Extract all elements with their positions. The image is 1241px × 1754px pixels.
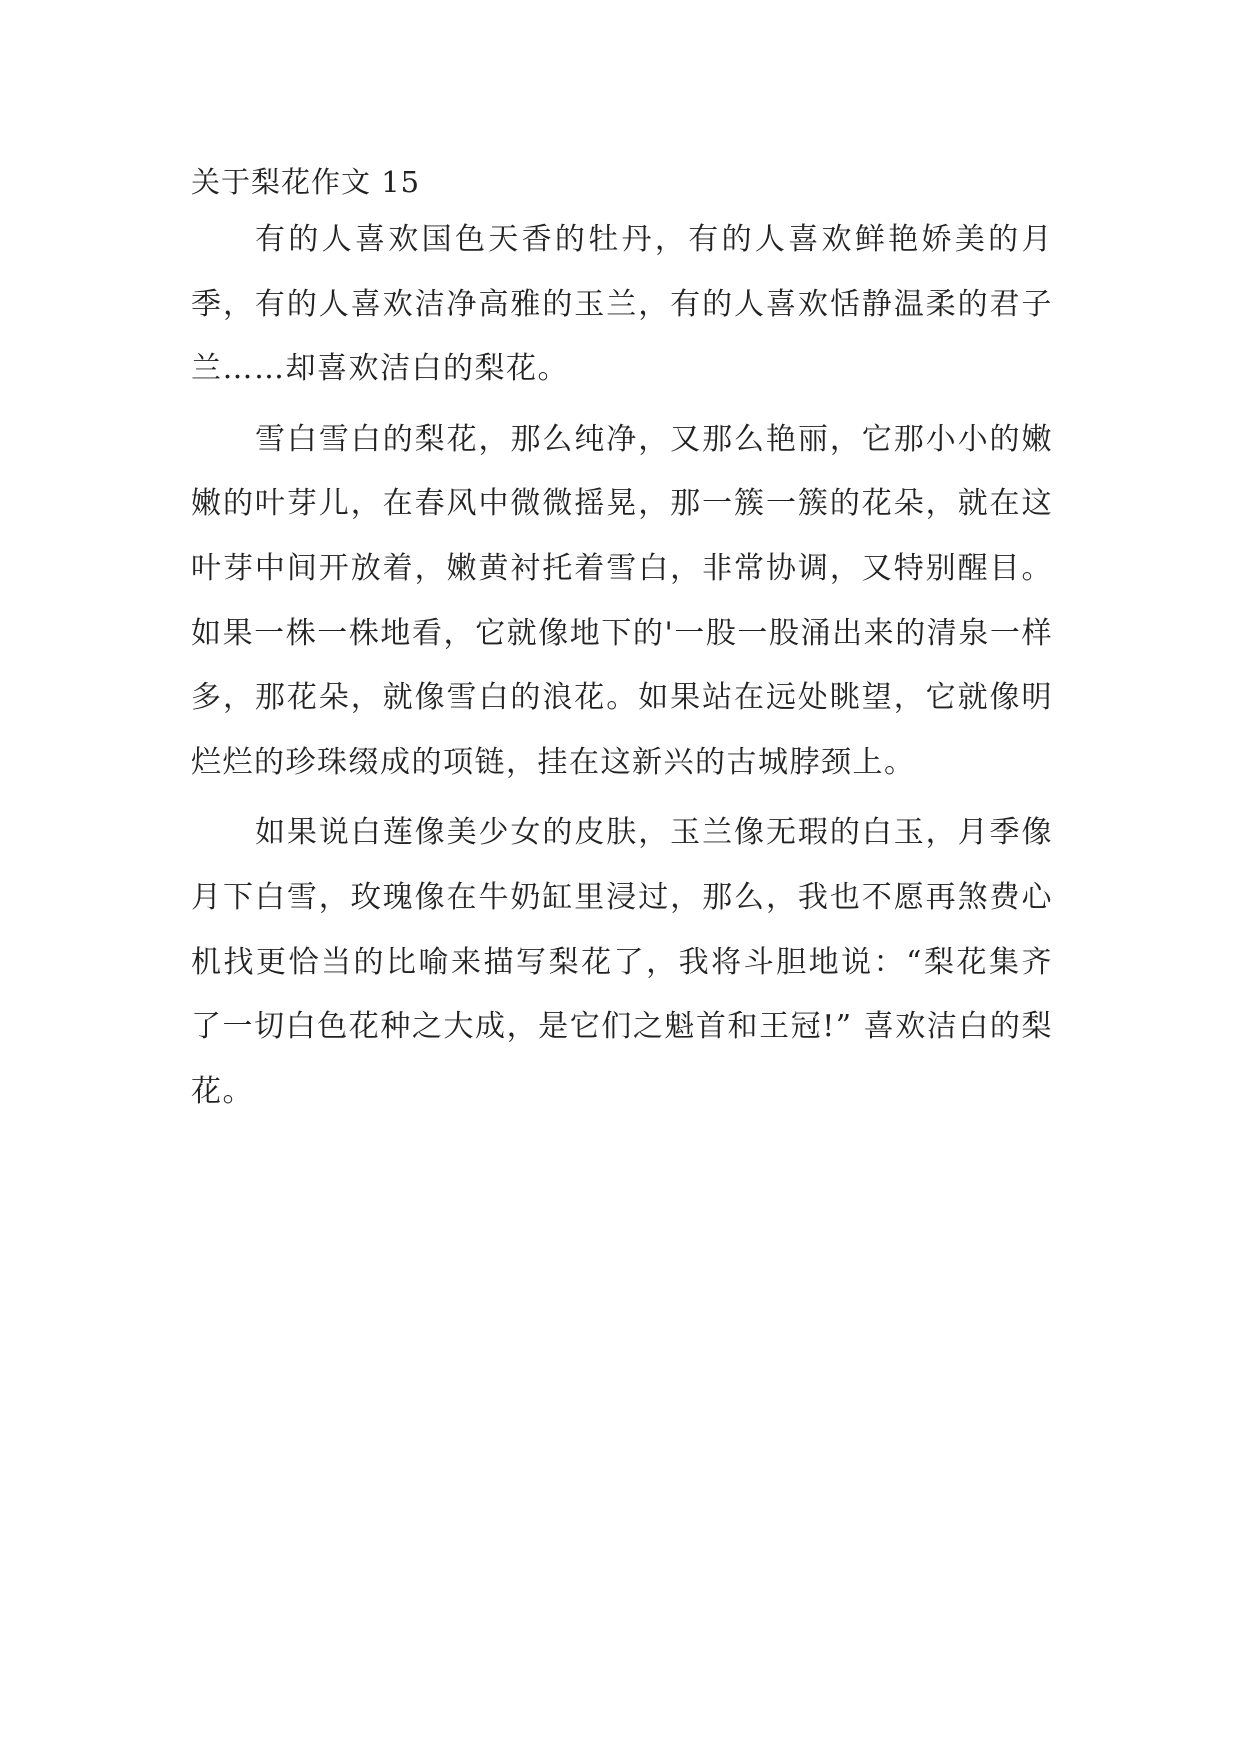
document-title: 关于梨花作文 15 (191, 165, 421, 199)
paragraph-2: 雪白雪白的梨花，那么纯净，又那么艳丽，它那小小的嫩嫩的叶芽儿，在春风中微微摇晃，那一簇一簇的花朵，就在这叶芽中间开放着，嫩黄衬托着雪白，非常协调，又特别醒目。如果一株一株地看，它就像地下的'一股一股涌出来的清泉一样多，那花朵，就像雪白的浪花。如果站在远处眺望，它就像明烂烂的珍珠缀成的项链，挂在这新兴的古城脖颈上。 (191, 421, 1053, 780)
paragraph-1: 有的人喜欢国色天香的牡丹，有的人喜欢鲜艳娇美的月季，有的人喜欢洁净高雅的玉兰，有的人喜欢恬静温柔的君子兰……却喜欢洁白的梨花。 (191, 222, 1053, 387)
document-body (191, 160, 1053, 1124)
paragraph-3: 如果说白莲像美少女的皮肤，玉兰像无瑕的白玉，月季像月下白雪，玫瑰像在牛奶缸里浸过，那么，我也不愿再煞费心机找更恰当的比喻来描写梨花了，我将斗胆地说：“梨花集齐了一切白色花种之大成，是它们之魁首和王冠!” 喜欢洁白的梨花。 (191, 815, 1053, 1109)
